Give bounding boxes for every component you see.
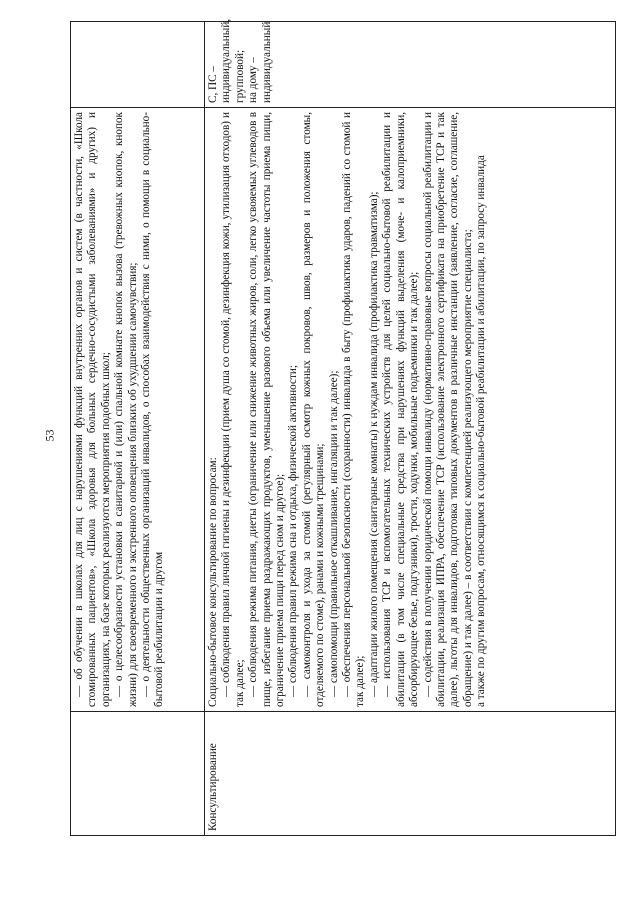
list-item: — содействия в получении юридической помощи инвалиду (нормативно-правовые вопросы социальной реабилитации и абилитации, реализация ИПРА, обеспечение ТСР (использование электронного сертификата на приобретение ТСР и так далее), льготы для инвалидов, подготовка типовых документов в различные инстанции (заявление, согласие, соглашение, обращение) и так далее) – в соответствии с компетенцией реализующего мероприятие специалиста; (421, 112, 474, 707)
list-item: — использования ТСР и вспомогательных технических устройств для целей социально-бытовой реабилитации и абилитации (в том числе специальные средства при нарушениях функций выделения (моче- и калоприемники, абсорбирующее белье, подгузники), трости, ходунки, мобильные подъемники и так далее); (381, 112, 421, 707)
service-content-cell (205, 108, 616, 712)
service-name-cell: Консультирование (205, 712, 616, 836)
list-item: — о деятельности общественных организаций инвалидов, о способах взаимодействия с ними, о помощи в социально-бытовой реабилитации и другом (140, 112, 166, 707)
list-item: — соблюдения режима питания, диеты (ограничение или снижение животных жиров, соли, легко усвояемых углеводов в пище, избегание приема раздражающих продуктов, уменьшение разового объема или увеличение частоты приема пищи, ограничение приема пищи перед сном и другое); (247, 112, 287, 707)
list-item: — обеспечения персональной безопасности (сохранности) инвалида в быту (профилактика ударов, падений со стомой и так далее); (341, 112, 367, 707)
form-line: индивидуальный, групповой; (220, 18, 246, 103)
form-line: индивидуальный (260, 21, 273, 103)
page-number: 53 (42, 429, 57, 442)
services-table (70, 18, 616, 836)
list-item: — о целесообразности установки в санитарной и (или) спальной комнате кнопок вызова (тревожных кнопок, кнопок жизни) для своевременного и экстренного оповещения близких об ухудшении самочувствия; (113, 112, 139, 707)
form-line: на дому – (247, 57, 260, 103)
service-name-cell (71, 712, 205, 836)
list-item: — соблюдения правил режима сна и отдыха, физической активности; (287, 365, 300, 697)
table-row (71, 22, 205, 836)
list-item: — адаптации жилого помещения (санитарные комнаты) к нуждам инвалида (профилактика травматизма); (367, 191, 380, 697)
list-item: — самоконтроля и ухода за стомой (регулярный осмотр кожных покровов, швов, размеров и положения стомы, отделяемого по стоме), ранами и кожными трещинами; (300, 112, 327, 707)
rotated-table-wrapper (70, 18, 616, 836)
list-item: — самопомощи (правильное откашливание, ингаляции и так далее); (327, 370, 340, 697)
service-form-cell (205, 18, 616, 108)
list-item: — об обучении в школах для лиц с нарушениями функций внутренних органов и систем (в частности, «Школа стомированных пациентов», «Школа здоровья для больных сердечно-сосудистыми заболеваниями» и других) и организациях, на базе которых реализуются мероприятия подобных школ; (73, 112, 112, 707)
service-content-cell (71, 108, 205, 712)
form-line: С, ПС – (207, 66, 219, 103)
list-item: — соблюдения правил личной гигиены и дезинфекции (прием душа со стомой, дезинфекция кожи, утилизация отходов) и так далее; (220, 112, 246, 707)
consult-intro: Социально-бытовое консультирование по вопросам: (207, 457, 219, 707)
service-form-cell (71, 22, 205, 108)
table-row (205, 22, 616, 836)
list-item: а также по другим вопросам, относящимся к социально-бытовой реабилитации и абилитации, по запросу инвалида (475, 155, 488, 707)
